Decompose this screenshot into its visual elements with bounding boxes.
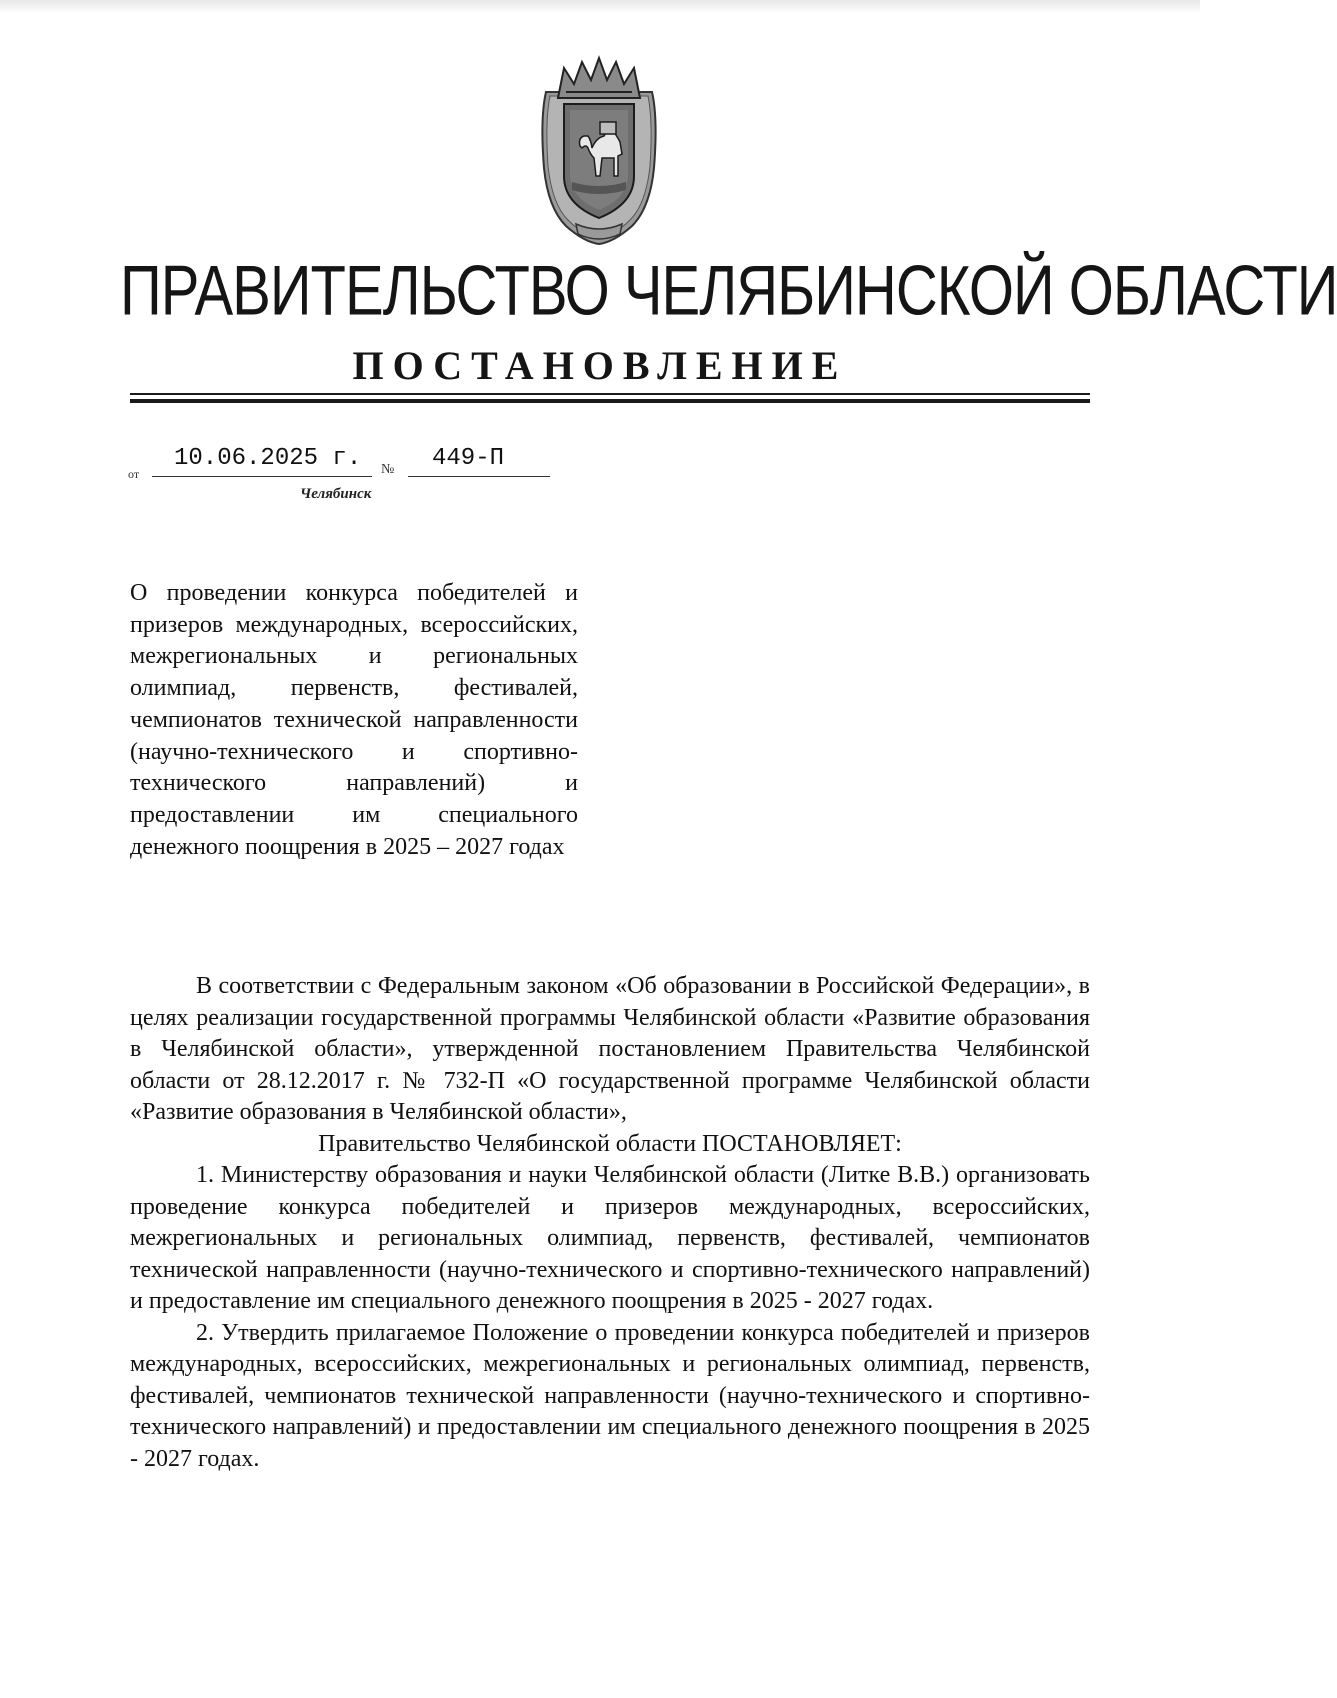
document-city: Челябинск — [300, 486, 372, 502]
scan-edge — [0, 0, 1200, 14]
date-prefix-label: от — [128, 467, 140, 481]
document-date: 10.06.2025 г. — [152, 445, 372, 477]
list-item: 2. Утвердить прилагаемое Положение о проведении конкурса победителей и призеров международных, всероссийских, межрегиональных и региональных олимпиад, первенств, фестивалей, чемпионатов технической направленности (научно-технического и спортивно-технического направлений) и предоставлении им специального денежного поощрения в 2025 - 2027 годах. — [130, 1319, 1090, 1472]
header-divider-thick — [130, 399, 1090, 403]
document-subject: О проведении конкурса победителей и призеров международных, всероссийских, межрегиональных и региональных олимпиад, первенств, фестивалей, чемпионатов технической направленности (научно-технического и спортивно-технического направлений) и предоставлении им специального денежного поощрения в 2025 – 2027 годах — [130, 580, 578, 860]
decree-paragraph: Правительство Челябинской области ПОСТАНОВЛЯЕТ: — [318, 1130, 902, 1157]
document-number: 449-П — [408, 445, 550, 477]
preamble-paragraph: В соответствии с Федеральным законом «Об образовании в Российской Федерации», в целях реализации государственной программы Челябинской области «Развитие образования в Челябинской области», утвержденной постановлением Правительства Челябинской области от 28.12.2017 г. № 732-П «О государственной программе Челябинской области «Развитие образования в Челябинской области», — [130, 973, 1090, 1125]
list-item: 1. Министерству образования и науки Челябинской области (Литке В.В.) организовать проведение конкурса победителей и призеров международных, всероссийских, межрегиональных и региональных олимпиад, первенств, фестивалей, чемпионатов технической направленности (научно-технического и спортивно-технического направлений) и предоставление им специального денежного поощрения в 2025 - 2027 годах. — [130, 1162, 1090, 1314]
coat-of-arms-emblem — [536, 58, 662, 246]
header-divider-thin — [130, 393, 1090, 395]
government-title: ПРАВИТЕЛЬСТВО ЧЕЛЯБИНСКОЙ ОБЛАСТИ — [120, 251, 1337, 331]
document-type-heading: ПОСТАНОВЛЕНИЕ — [352, 343, 848, 388]
number-prefix-label: № — [381, 462, 395, 477]
document-body — [130, 971, 1090, 1475]
